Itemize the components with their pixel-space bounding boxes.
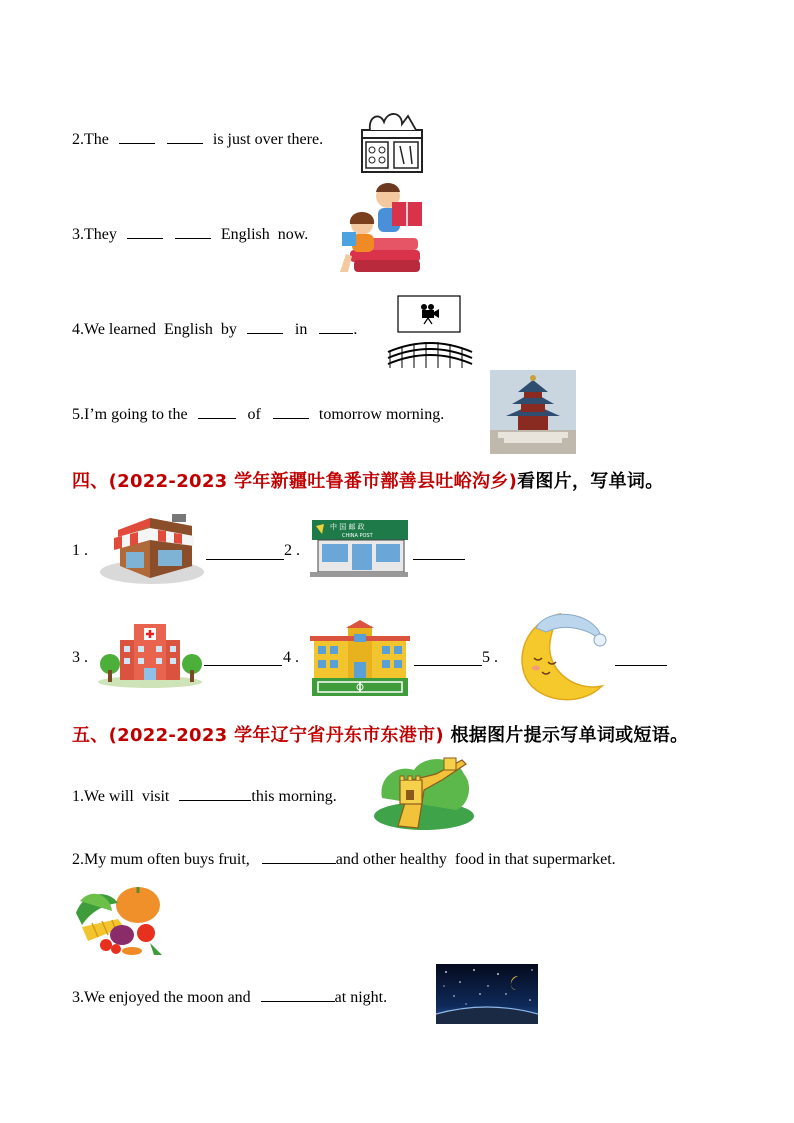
answer-blank[interactable] [319,319,353,334]
hospital-icon [98,620,204,688]
q4-suffix: . [353,321,358,338]
answer-blank[interactable] [615,651,667,666]
heading-task: 看图片，写单词。 [517,471,664,492]
question-5-3 [72,987,387,1007]
answer-blank[interactable] [167,129,203,144]
answer-blank[interactable] [206,545,284,560]
heading-number: 五、 [72,725,109,746]
q5-middle: of [247,406,261,423]
night-sky-photo [436,964,538,1024]
shop-icon [358,108,426,174]
question-5-1 [72,786,337,806]
q1-suffix: this morning. [251,788,337,805]
q3-suffix: at night. [334,989,388,1006]
q3-prefix: 3.They [72,226,117,243]
post-sign-cn: 中 国 邮 政 [330,523,365,531]
question-5-2 [72,849,616,869]
school-icon [308,620,412,698]
vegetables-icon [72,883,164,957]
picture-item-3 [72,649,88,667]
answer-blank[interactable] [261,987,335,1002]
q2-prefix: 2.The [72,131,109,148]
q1-prefix: 1.We will visit [72,788,170,805]
picture-item-2 [284,542,300,560]
answer-blank[interactable] [127,224,163,239]
heading-number: 四、 [72,471,109,492]
q3-prefix: 3.We enjoyed the moon and [72,989,251,1006]
answer-blank[interactable] [413,545,465,560]
picture-item-1 [72,542,88,560]
q4-prefix: 4.We learned English by [72,321,237,338]
heading-source: (2022-2023 学年新疆吐鲁番市鄯善县吐峪沟乡) [108,471,518,492]
question-3-3 [72,224,308,244]
item-label: 4 . [283,649,299,666]
answer-blank[interactable] [198,404,236,419]
q2-suffix: is just over there. [212,131,324,148]
answer-blank[interactable] [247,319,283,334]
section-5-heading [72,721,688,747]
heading-source: (2022-2023 学年辽宁省丹东市东港市) [108,725,444,746]
answer-blank[interactable] [262,849,336,864]
answer-blank[interactable] [179,786,251,801]
item-label: 3 . [72,649,88,666]
item-label: 2 . [284,542,300,559]
answer-blank[interactable] [175,224,211,239]
question-3-4 [72,319,357,339]
temple-of-heaven-photo [490,370,576,454]
q2-prefix: 2.My mum often buys fruit, [72,851,250,868]
answer-blank[interactable] [414,651,482,666]
post-office-icon [308,518,410,578]
heading-task: 根据图片提示写单词或短语。 [443,725,689,746]
q5-prefix: 5.I’m going to the [72,406,188,423]
picture-item-5 [482,649,498,667]
moon-icon [510,606,610,706]
shop-building-icon [100,506,204,584]
post-sign-en: CHINA POST [342,533,373,539]
answer-blank[interactable] [204,651,282,666]
answer-blank[interactable] [273,404,309,419]
q3-suffix: English now. [220,226,309,243]
item-label: 1 . [72,542,88,559]
answer-blank[interactable] [119,129,155,144]
q2-suffix: and other healthy food in that supermarket. [335,851,616,868]
q4-middle: in [294,321,308,338]
question-3-5 [72,404,444,424]
q5-suffix: tomorrow morning. [318,406,445,423]
children-reading-icon [336,180,428,276]
picture-item-4 [283,649,299,667]
question-3-2 [72,129,323,149]
great-wall-icon [372,750,476,832]
section-4-heading [72,467,664,493]
cinema-icon [386,294,476,370]
item-label: 5 . [482,649,498,666]
